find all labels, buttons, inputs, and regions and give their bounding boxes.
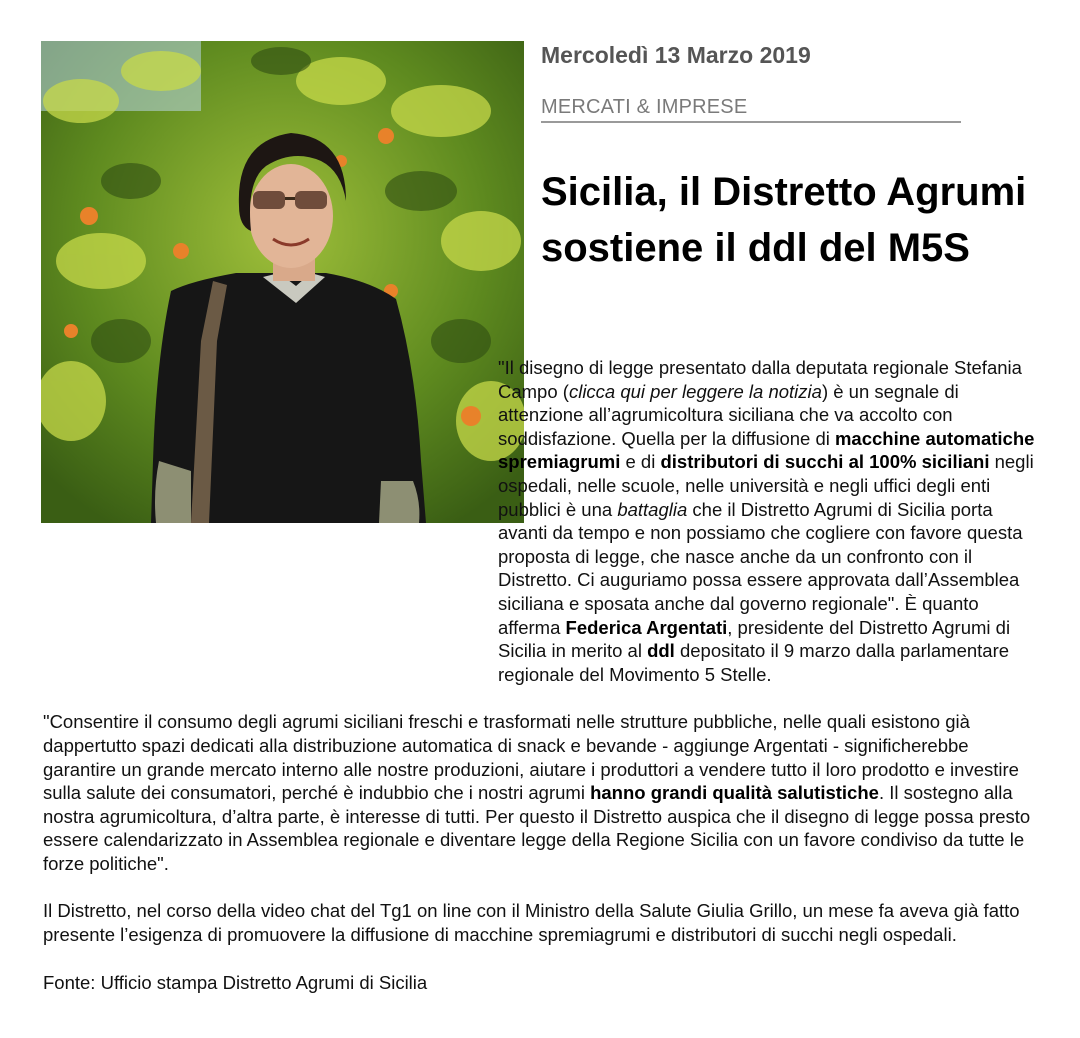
text-run: , presidente del Distretto Agrumi di Sicilia in merito al <box>498 616 1011 662</box>
article-paragraph-3: Il Distretto, nel corso della video chat del Tg1 on line con il Ministro della Salute Giulia Grillo, un mese fa aveva già fatto presente l’esigenza di promuovere la diffusione di macchine spremiagrumi e distributori di succhi negli ospedali. <box>43 900 1020 946</box>
bold-phrase: hanno grandi qualità salutistiche <box>590 782 879 804</box>
bold-name: Federica Argentati <box>565 616 728 638</box>
text-run: negli ospedali, nelle scuole, nelle università e negli uffici degli enti pubblici è una <box>498 451 1034 520</box>
text-run: ) è un segnale di attenzione all’agrumicoltura siciliana che va accolto con soddisfazione. Quella per la diffusione di <box>498 380 959 449</box>
bold-phrase: macchine automatiche spremiagrumi <box>498 427 1035 473</box>
section-label: MERCATI & IMPRESE <box>541 96 961 123</box>
text-run: "Consentire il consumo degli agrumi siciliani freschi e trasformati nelle strutture pubbliche, nelle quali esistono già dappertutto spazi dedicati alla distribuzione automatica di snack e bevande - aggiunge Argentati - significherebbe garantire un grande mercato interno alle nostre produzioni, aiutare i produttori a vendere tutto il loro prodotto e investire sulla salute dei consumatori, perché è indubbio che i nostri agrumi <box>43 711 1019 804</box>
article-source: Fonte: Ufficio stampa Distretto Agrumi di Sicilia <box>43 971 428 993</box>
article-body <box>0 356 1080 994</box>
read-news-link[interactable]: clicca qui per leggere la notizia <box>568 380 822 402</box>
bold-phrase: distributori di succhi al 100% siciliani <box>660 451 990 473</box>
text-run: e di <box>620 451 661 473</box>
article-paragraph-1 <box>0 356 1040 686</box>
italic-phrase: battaglia <box>617 498 688 520</box>
text-run: . Il sostegno alla nostra agrumicoltura, d’altra parte, è interesse di tutti. Per questo il Distretto auspica che il disegno di legge possa presto essere calendarizzato in Assemblea regionale e diventare legge della Regione Sicilia con un favore condiviso da tutte le forze politiche". <box>43 782 1031 874</box>
bold-phrase: ddl <box>647 640 675 662</box>
article-headline: Sicilia, il Distretto Agrumi sostiene il ddl del M5S <box>541 170 1027 270</box>
article-paragraph-2 <box>43 710 1040 875</box>
text-run: che il Distretto Agrumi di Sicilia porta avanti da tempo e non possiamo che cogliere con favore questa proposta di legge, che nasce anche da un confronto con il Distretto. Ci auguriamo possa essere approvata dall’Assemblea siciliana e sposata anche dal governo regionale". È quanto afferma <box>498 498 1023 638</box>
text-run: depositato il 9 marzo dalla parlamentare regionale del Movimento 5 Stelle. <box>498 640 1010 685</box>
text-run: "Il disegno di legge presentato dalla deputata regionale Stefania Campo ( <box>498 357 1022 402</box>
publication-date: Mercoledì 13 Marzo 2019 <box>541 42 811 68</box>
